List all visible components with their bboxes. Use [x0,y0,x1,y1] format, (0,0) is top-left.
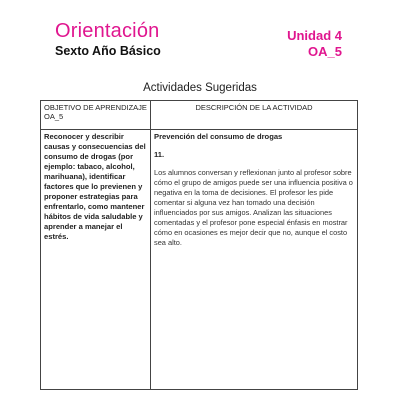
page-title: Orientación [55,20,160,42]
description-cell [151,130,358,390]
oa-label: OA_5 [308,44,342,59]
activity-title: Prevención del consumo de drogas [154,132,283,141]
description-column-header: DESCRIPCIÓN DE LA ACTIVIDAD [151,101,358,130]
table-header-row [41,101,358,130]
objective-cell: Reconocer y describir causas y consecuencias del consumo de drogas (por ejemplo: tabaco, alcohol, marihuana), identificar factores que lo previenen y proponer estrategias para enfrentarlo, como mantener hábitos de vida saludable y aprender a manejar el estrés. [41,130,151,390]
activity-table [40,100,358,390]
activity-number: 11. [154,150,165,159]
section-title: Actividades Sugeridas [143,82,257,94]
objective-column-header: OBJETIVO DE APRENDIZAJE OA_5 [41,101,151,130]
unit-label: Unidad 4 [287,28,342,43]
grade-subtitle: Sexto Año Básico [55,44,161,58]
table-row [41,130,358,390]
activity-body: Los alumnos conversan y reflexionan junto al profesor sobre cómo el grupo de amigos puede ser una influencia positiva o negativa en la toma de decisiones. El profesor les pide comentar si alguna vez han tomado una decisión influenciados por sus amigos. Analizan las situaciones comentadas y el profesor pone especial énfasis en mostrar cómo en ocasiones es mejor decir que no, aunque el costo sea alto. [154,168,353,247]
